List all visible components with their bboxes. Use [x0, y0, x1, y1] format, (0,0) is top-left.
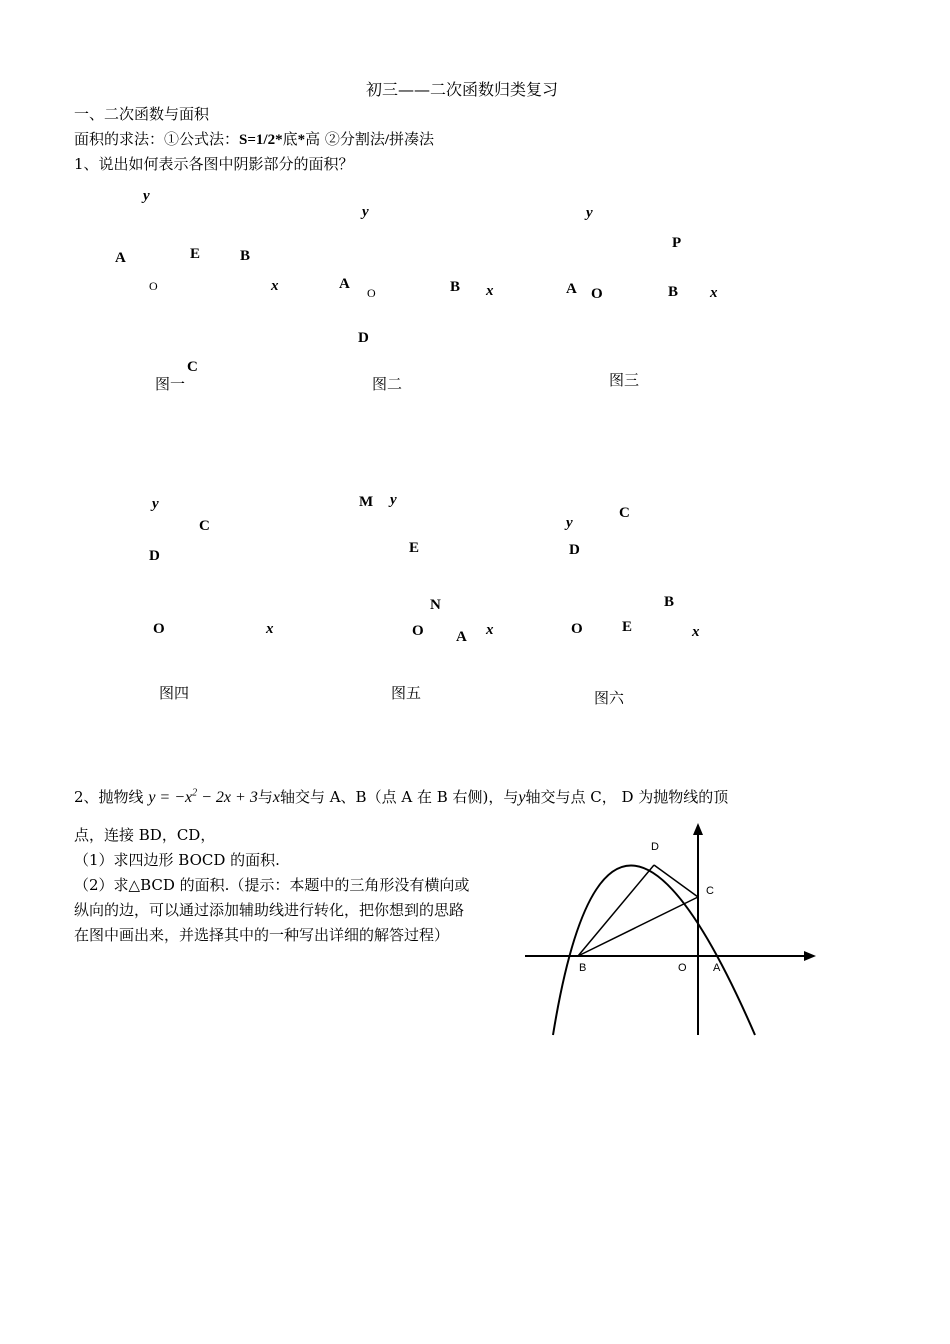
- fig5-caption: 图五: [391, 684, 422, 702]
- graph-label-d: D: [651, 841, 659, 853]
- fig4-point-d: D: [149, 548, 160, 564]
- fig2-x-label: x: [486, 283, 494, 299]
- parabola-graph: [520, 820, 820, 1042]
- question-1: 1、说出如何表示各图中阴影部分的面积？: [74, 155, 354, 173]
- fig1-caption: 图一: [155, 375, 186, 393]
- fig4-x-label: x: [266, 621, 274, 637]
- graph-label-a: A: [713, 962, 721, 974]
- fig3-point-p: P: [672, 235, 682, 251]
- fig3-origin: O: [591, 286, 603, 302]
- fig6-point-e: E: [622, 619, 633, 635]
- graph-label-c: C: [706, 885, 714, 897]
- q2-eq-exponent: 2: [192, 787, 198, 799]
- fig6-x-label: x: [692, 624, 700, 640]
- fig1-origin: O: [149, 279, 158, 293]
- x-axis-arrow: [804, 951, 816, 961]
- fig3-point-b: B: [668, 284, 679, 300]
- fig6-point-c: C: [619, 505, 630, 521]
- graph-label-o: O: [678, 962, 687, 974]
- fig5-origin: O: [412, 623, 424, 639]
- methods-height: 高 ②分割法: [305, 130, 385, 148]
- fig3-x-label: x: [710, 285, 718, 301]
- fig5-point-a: A: [456, 629, 467, 645]
- fig1-point-e: E: [190, 246, 201, 262]
- section-heading: 一、二次函数与面积: [74, 105, 210, 123]
- fig3-point-a: A: [566, 281, 577, 297]
- segment-bc: [578, 897, 698, 956]
- fig5-x-label: x: [486, 622, 494, 638]
- question-2-line-1: [74, 786, 728, 807]
- q2-prefix: 2、抛物线: [74, 788, 144, 806]
- fig5-point-m: M: [359, 494, 374, 510]
- segment-bd: [578, 865, 654, 956]
- fig2-point-b: B: [450, 279, 461, 295]
- fig1-point-a: A: [115, 250, 126, 266]
- q2-x-var: x: [272, 789, 280, 806]
- fig6-point-d: D: [569, 542, 580, 558]
- y-axis-arrow: [693, 823, 703, 835]
- methods-star: *: [297, 132, 306, 148]
- fig4-y-label: y: [152, 496, 159, 512]
- q2-mid3: 轴交与点 C， D 为抛物线的顶: [525, 788, 729, 806]
- fig2-y-label: y: [362, 204, 369, 220]
- q2-mid2: 轴交与 A、B（点 A 在 B 右侧)，与: [279, 788, 519, 806]
- fig5-point-n: N: [430, 597, 441, 613]
- q2-mid1: 与: [257, 788, 273, 806]
- fig1-x-label: x: [271, 278, 279, 294]
- q2-eq-rhs: − 2x + 3: [197, 789, 258, 806]
- question-2-part-1: （1）求四边形 BOCD 的面积.: [74, 851, 280, 869]
- fig3-y-label: y: [586, 205, 593, 221]
- fig1-y-label: y: [143, 188, 150, 204]
- methods-base: 底: [282, 130, 298, 148]
- q2-eq-lhs: y = −x: [148, 789, 193, 806]
- methods-suffix: 拼凑法: [389, 130, 435, 148]
- fig1-point-c: C: [187, 359, 198, 375]
- segment-dc: [654, 865, 698, 897]
- question-2-part-2-line-2: 纵向的边，可以通过添加辅助线进行转化，把你想到的思路: [74, 901, 465, 919]
- fig6-caption: 图六: [594, 689, 625, 707]
- fig4-point-c: C: [199, 518, 210, 534]
- fig5-y-label: y: [390, 492, 397, 508]
- area-methods-line: [74, 128, 434, 149]
- fig4-caption: 图四: [159, 684, 190, 702]
- fig6-origin: O: [571, 621, 583, 637]
- graph-label-b: B: [579, 962, 587, 974]
- fig5-point-e: E: [409, 540, 420, 556]
- question-2-part-2-line-1: （2）求△BCD 的面积.（提示：本题中的三角形没有横向或: [74, 876, 470, 894]
- fig3-caption: 图三: [609, 371, 640, 389]
- methods-prefix: 面积的求法：①公式法：: [74, 130, 240, 148]
- methods-formula: S=1/2*: [239, 132, 283, 148]
- fig2-caption: 图二: [372, 375, 403, 393]
- fig2-origin: O: [367, 286, 376, 300]
- fig2-point-d: D: [358, 330, 369, 346]
- fig4-origin: O: [153, 621, 165, 637]
- methods-slash: /: [384, 132, 390, 148]
- question-2-line-2: 点，连接 BD，CD，: [74, 826, 216, 844]
- q2-y-var: y: [518, 789, 526, 806]
- fig6-y-label: y: [566, 515, 573, 531]
- fig1-point-b: B: [240, 248, 251, 264]
- page-title: 初三——二次函数归类复习: [366, 80, 559, 99]
- fig6-point-b: B: [664, 594, 675, 610]
- fig2-point-a: A: [339, 276, 350, 292]
- question-2-part-2-line-3: 在图中画出来，并选择其中的一种写出详细的解答过程）: [74, 926, 450, 944]
- q2-equation: [148, 789, 258, 806]
